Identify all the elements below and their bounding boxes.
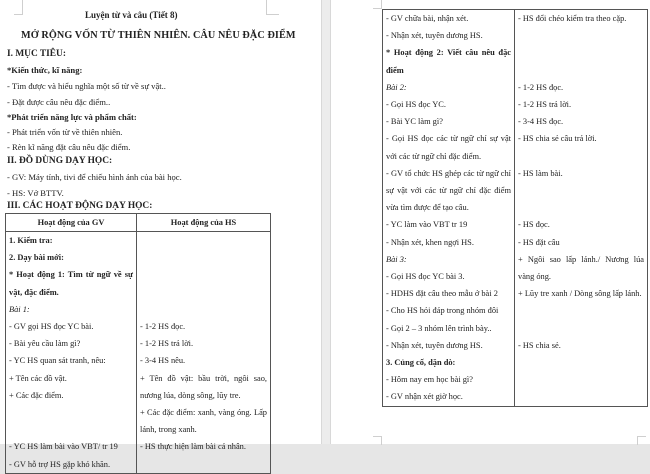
teacher-step: - Gọi HS đọc các từ ngữ chỉ sự vật với các từ ngữ chỉ đặc điểm. — [386, 134, 511, 161]
activities-table-left — [5, 213, 271, 474]
document-page-left — [0, 0, 321, 469]
section-heading-materials: II. ĐỒ DÙNG DẠY HỌC: — [7, 156, 113, 166]
competency-item: - Rèn kĩ năng đặt câu nêu đặc điểm. — [7, 142, 131, 152]
activity-1-heading: * Hoạt động 1: Tìm từ ngữ về sự vật, đặc điểm. — [9, 270, 133, 297]
teacher-activities-cell — [383, 10, 515, 407]
teacher-activities-cell — [6, 232, 137, 474]
knowledge-item: - Đặt được câu nêu đặc điểm.. — [7, 97, 111, 107]
teacher-step: - Gọi 2 – 3 nhóm lên trình bày.. — [386, 323, 492, 333]
competency-item: - Phát triển vốn từ về thiên nhiên. — [7, 127, 123, 137]
teacher-step: - GV hỗ trợ HS gặp khó khăn. — [9, 459, 111, 469]
teacher-step: + Các đặc điểm. — [9, 390, 64, 400]
student-step: - HS đặt câu — [518, 237, 560, 247]
student-step: - HS đổi chéo kiểm tra theo cặp. — [518, 14, 627, 23]
student-activities-cell — [515, 10, 648, 407]
teacher-step: - Gọi HS đọc YC. — [386, 100, 446, 110]
lesson-title: Luyện từ và câu (Tiết 8) — [85, 10, 178, 20]
spacer — [9, 404, 133, 421]
teacher-step: - Bài YC làm gì? — [386, 117, 443, 127]
exercise-label: Bài 1: — [9, 304, 30, 314]
margin-crop-mark — [266, 0, 279, 15]
student-step: - 1-2 HS trả lời. — [518, 99, 572, 109]
student-step: - HS đọc. — [518, 220, 550, 230]
exercise-label: Bài 2: — [386, 82, 407, 92]
teacher-step: - Nhận xét, tuyên dương HS. — [386, 340, 483, 350]
spacer — [518, 302, 644, 319]
spacer — [140, 301, 267, 318]
student-step: - 1-2 HS đọc. — [518, 82, 564, 92]
student-step: + Các đặc điểm: xanh, vàng óng. Lấp lánh, trong xanh. — [140, 407, 267, 435]
activities-table-right — [382, 9, 648, 407]
student-step: - HS làm bài. — [518, 168, 563, 178]
student-step: + Lũy tre xanh / Dòng sông lấp lánh. — [518, 289, 642, 299]
teacher-step: - GV chữa bài, nhận xét. — [386, 14, 469, 23]
spacer — [140, 249, 267, 266]
spacer — [518, 62, 644, 79]
teacher-step: - YC HS quan sát tranh, nêu: — [9, 356, 106, 366]
step-wrap-up: 3. Củng cố, dặn dò: — [386, 358, 456, 368]
document-page-right — [331, 0, 650, 444]
spacer — [518, 182, 644, 199]
student-step: - HS thực hiện làm bài cá nhân. — [140, 442, 246, 452]
spacer — [9, 421, 133, 438]
column-header-teacher: Hoạt động của GV — [6, 214, 137, 232]
step-new-lesson: 2. Dạy bài mới: — [9, 253, 64, 263]
spacer — [518, 44, 644, 61]
topic-title: MỞ RỘNG VỐN TỪ THIÊN NHIÊN. CÂU NÊU ĐẶC ĐIỂM — [21, 30, 296, 41]
column-header-student: Hoạt động của HS — [137, 214, 271, 232]
teacher-step: - GV gọi HS đọc YC bài. — [9, 322, 94, 332]
teacher-step: - GV tổ chức HS ghép các từ ngữ chỉ sự vật với các từ ngữ chỉ đặc điểm vừa tìm được để tạo câu. — [386, 168, 511, 213]
student-step: - HS chia sẻ câu trả lời. — [518, 134, 597, 144]
teacher-step: - YC làm vào VBT tr 19 — [386, 220, 468, 230]
student-step: + Tên đồ vật: bầu trời, ngôi sao, nương lúa, dòng sông, lũy tre. — [140, 373, 267, 400]
spacer — [518, 199, 644, 216]
competency-heading: *Phát triển năng lực và phẩm chất: — [7, 112, 137, 122]
page-gutter — [321, 0, 331, 444]
margin-crop-mark — [14, 0, 23, 15]
student-step: - 3-4 HS đọc. — [518, 117, 564, 127]
student-step: - 3-4 HS nêu. — [140, 356, 186, 366]
teacher-step: + Tên các đồ vật. — [9, 373, 67, 383]
materials-item: - GV: Máy tính, tivi để chiếu hình ảnh của bài học. — [7, 172, 182, 182]
teacher-step: - Hôm nay em học bài gì? — [386, 375, 473, 385]
teacher-step: - HDHS đặt câu theo mẫu ở bài 2 — [386, 289, 498, 299]
student-step: - 1-2 HS đọc. — [140, 321, 186, 331]
knowledge-item: - Tìm được và hiểu nghĩa một số từ về sự vật.. — [7, 81, 166, 91]
section-heading-objectives: I. MỤC TIÊU: — [7, 49, 66, 59]
teacher-step: - Nhận xét, tuyên dương HS. — [386, 31, 483, 41]
student-step: + Ngôi sao lấp lánh./ Nương lúa vàng óng. — [518, 254, 644, 281]
knowledge-heading: *Kiến thức, kĩ năng: — [7, 65, 83, 75]
teacher-step: - GV nhận xét giờ học. — [386, 392, 463, 402]
teacher-step: - Nhận xét, khen ngợi HS. — [386, 237, 474, 247]
student-step: - HS chia sẻ. — [518, 340, 561, 350]
spacer — [140, 232, 267, 249]
activity-2-heading: * Hoạt động 2: Viết câu nêu đặc điểm — [386, 48, 511, 75]
teacher-step: - Cho HS hỏi đáp trong nhóm đôi — [386, 306, 499, 316]
student-step: - 1-2 HS trả lời. — [140, 339, 194, 349]
step-check: 1. Kiểm tra: — [9, 236, 53, 245]
spacer — [140, 284, 267, 301]
spacer — [518, 148, 644, 165]
spacer — [140, 456, 267, 473]
margin-crop-mark — [373, 0, 382, 9]
teacher-step: - Gọi HS đọc YC bài 3. — [386, 272, 465, 282]
teacher-step: - Bài yêu cầu làm gì? — [9, 339, 81, 349]
exercise-label: Bài 3: — [386, 254, 407, 264]
materials-item: - HS: Vở BTTV. — [7, 188, 64, 198]
student-activities-cell — [137, 232, 271, 474]
spacer — [518, 320, 644, 337]
teacher-step: - YC HS làm bài vào VBT/ tr 19 — [9, 442, 118, 452]
spacer — [518, 27, 644, 44]
spacer — [140, 266, 267, 283]
section-heading-activities: III. CÁC HOẠT ĐỘNG DẠY HỌC: — [7, 201, 153, 211]
